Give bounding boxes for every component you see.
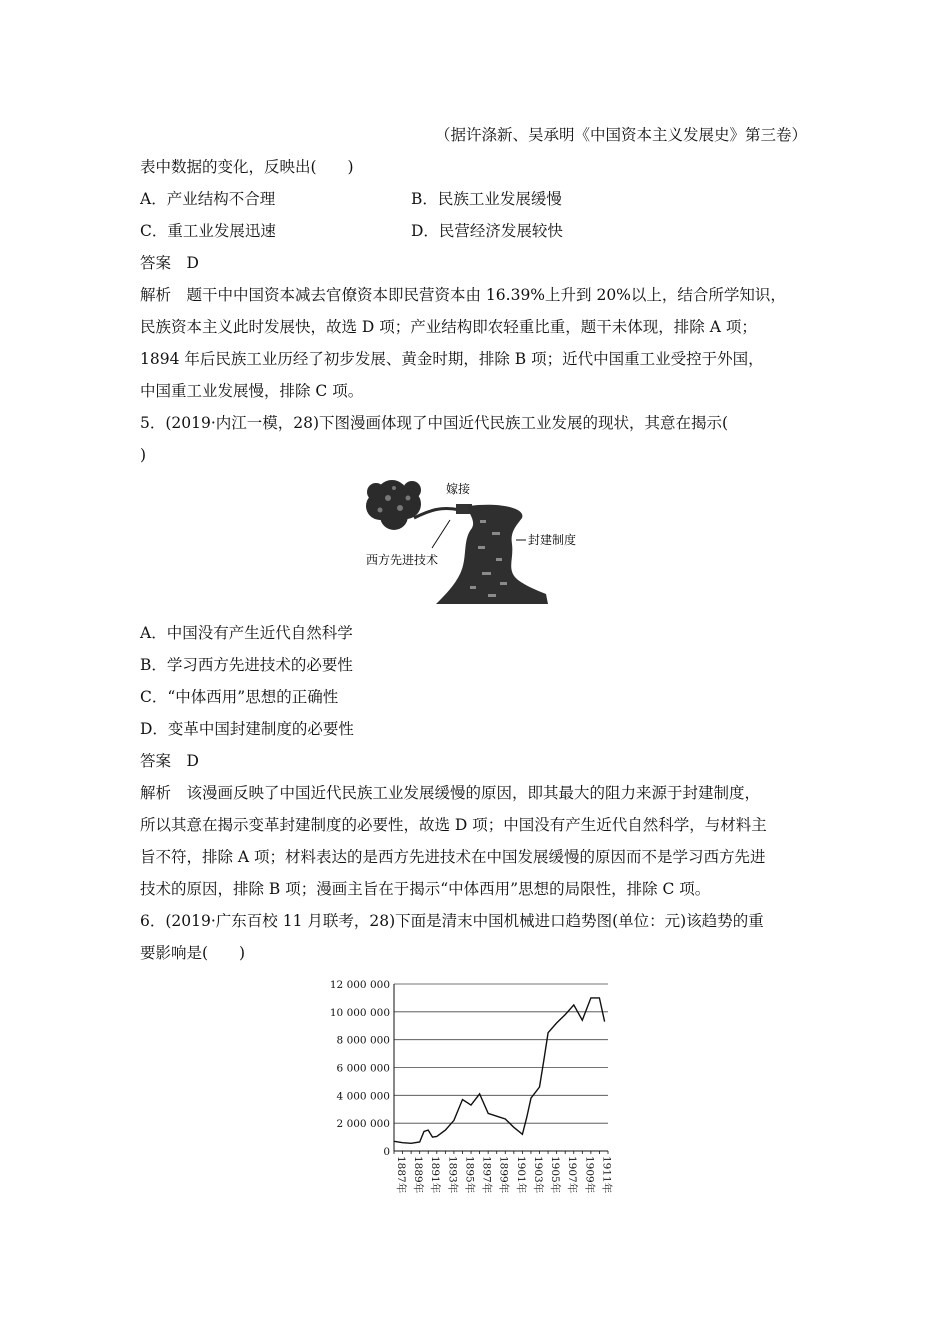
q5-option-d: D．变革中国封建制度的必要性: [140, 720, 354, 738]
x-tick-label: 1905年: [549, 1156, 562, 1194]
q4-analysis-line: 民族资本主义此时发展快，故选 D 项；产业结构即农轻重比重，题干未体现，排除 A 项；: [140, 318, 757, 336]
q6-stem-line1: 6．(2019·广东百校 11 月联考，28)下面是清末中国机械进口趋势图(单位：元)该趋势的重: [140, 912, 764, 930]
x-tick-label: 1901年: [514, 1156, 527, 1194]
q4-option-d: D．民营经济发展较快: [411, 222, 563, 240]
machinery-import-series-line: [394, 998, 605, 1143]
y-tick-label: 10 000 000: [329, 1006, 390, 1019]
q5-answer: 答案 D: [140, 752, 199, 770]
y-tick-label: 0: [383, 1146, 390, 1158]
x-tick-label: 1889年: [412, 1156, 425, 1194]
q5-analysis-line: 技术的原因，排除 B 项；漫画主旨在于揭示“中体西用”思想的局限性，排除 C 项。: [140, 880, 711, 898]
q4-option-a: A．产业结构不合理: [140, 190, 276, 208]
q4-analysis-line: 中国重工业发展慢，排除 C 项。: [140, 382, 364, 400]
q4-option-b: B．民族工业发展缓慢: [411, 190, 562, 208]
q5-stem-line1: 5．(2019·内江一模，28)下图漫画体现了中国近代民族工业发展的现状，其意在揭示(: [140, 414, 729, 432]
cartoon-label-western-technology: 西方先进技术: [366, 553, 439, 567]
q5-analysis-line: 解析 该漫画反映了中国近代民族工业发展缓慢的原因，即其最大的阻力来源于封建制度，: [140, 784, 761, 802]
q5-analysis-line: 旨不符，排除 A 项；材料表达的是西方先进技术在中国发展缓慢的原因而不是学习西方先进: [140, 848, 766, 866]
q5-stem-line2: ): [140, 446, 147, 464]
cartoon-label-graft: 嫁接: [446, 482, 471, 496]
q5-option-a: A．中国没有产生近代自然科学: [140, 624, 353, 642]
q4-analysis-line: 解析 题干中中国资本减去官僚资本即民营资本由 16.39%上升到 20%以上，结合所学知识，: [140, 286, 786, 304]
cartoon-label-feudal-system: 封建制度: [528, 533, 577, 547]
x-tick-label: 1893年: [446, 1156, 459, 1194]
x-tick-label: 1909年: [583, 1156, 596, 1194]
x-tick-label: 1907年: [566, 1156, 579, 1194]
grafting-cartoon-image: [350, 474, 600, 610]
y-tick-label: 6 000 000: [336, 1062, 390, 1075]
y-tick-label: 2 000 000: [336, 1118, 390, 1131]
q4-option-c: C．重工业发展迅速: [140, 222, 276, 240]
table-source-line: （据许涤新、吴承明《中国资本主义发展史》第三卷）: [434, 126, 807, 144]
q4-analysis-line: 1894 年后民族工业历经了初步发展、黄金时期，排除 B 项；近代中国重工业受控于外国，: [140, 350, 764, 368]
y-tick-label: 8 000 000: [336, 1034, 390, 1047]
q5-analysis-line: 所以其意在揭示变革封建制度的必要性，故选 D 项；中国没有产生近代自然科学，与材料主: [140, 816, 767, 834]
q4-answer: 答案 D: [140, 254, 199, 272]
x-tick-label: 1903年: [531, 1156, 544, 1194]
q4-stem: 表中数据的变化，反映出( ): [140, 158, 354, 176]
x-tick-label: 1899年: [497, 1156, 510, 1194]
q6-stem-line2: 要影响是( ): [140, 944, 246, 962]
q5-option-c: C．“中体西用”思想的正确性: [140, 688, 339, 706]
x-tick-label: 1887年: [395, 1156, 407, 1194]
x-tick-label: 1897年: [480, 1156, 493, 1194]
x-tick-label: 1891年: [429, 1156, 442, 1194]
machinery-import-line-chart: [318, 974, 618, 1204]
x-tick-label: 1895年: [463, 1156, 476, 1194]
y-tick-label: 12 000 000: [329, 979, 390, 991]
x-tick-label: 1911年: [600, 1156, 613, 1194]
q5-option-b: B．学习西方先进技术的必要性: [140, 656, 353, 674]
y-tick-label: 4 000 000: [336, 1090, 390, 1103]
